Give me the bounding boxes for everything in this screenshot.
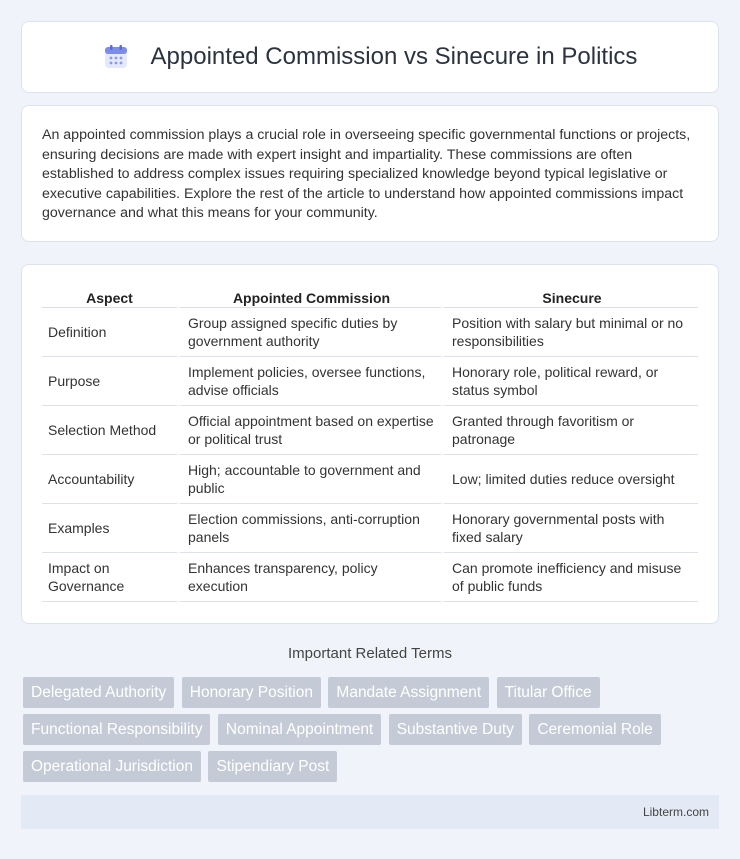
comparison-table <box>42 285 698 602</box>
table-row <box>42 357 698 406</box>
cell-commission: Group assigned specific duties by government authority <box>177 308 441 357</box>
cell-aspect: Selection Method <box>42 406 177 455</box>
cell-aspect: Purpose <box>42 357 177 406</box>
table-header-row <box>42 285 698 308</box>
cell-sinecure: Honorary role, political reward, or status symbol <box>441 357 698 406</box>
table-row <box>42 406 698 455</box>
cell-sinecure: Position with salary but minimal or no responsibilities <box>441 308 698 357</box>
cell-commission: Election commissions, anti-corruption panels <box>177 504 441 553</box>
related-term-tag[interactable]: Ceremonial Role <box>529 714 660 745</box>
related-term-tag[interactable]: Functional Responsibility <box>23 714 210 745</box>
related-term-tag[interactable]: Substantive Duty <box>389 714 522 745</box>
related-term-tag[interactable]: Titular Office <box>497 677 600 708</box>
table-row <box>42 455 698 504</box>
footer <box>21 795 719 829</box>
header-aspect: Aspect <box>42 285 177 308</box>
related-terms-title: Important Related Terms <box>288 645 452 662</box>
related-term-tag[interactable]: Nominal Appointment <box>218 714 381 745</box>
cell-aspect: Accountability <box>42 455 177 504</box>
cell-sinecure: Honorary governmental posts with fixed salary <box>441 504 698 553</box>
header-card <box>21 21 719 93</box>
cell-aspect: Definition <box>42 308 177 357</box>
intro-card <box>21 105 719 242</box>
page-title: Appointed Commission vs Sinecure in Politics <box>150 43 638 70</box>
related-term-tag[interactable]: Delegated Authority <box>23 677 174 708</box>
cell-sinecure: Granted through favoritism or patronage <box>441 406 698 455</box>
cell-commission: High; accountable to government and public <box>177 455 441 504</box>
comparison-card <box>21 264 719 624</box>
cell-sinecure: Low; limited duties reduce oversight <box>441 455 698 504</box>
cell-commission: Enhances transparency, policy execution <box>177 553 441 602</box>
cell-commission: Official appointment based on expertise or political trust <box>177 406 441 455</box>
related-term-tag[interactable]: Mandate Assignment <box>328 677 489 708</box>
related-term-tag[interactable]: Operational Jurisdiction <box>23 751 201 782</box>
header-appointed-commission: Appointed Commission <box>177 285 441 308</box>
cell-sinecure: Can promote inefficiency and misuse of public funds <box>441 553 698 602</box>
footer-brand[interactable]: Libterm.com <box>642 805 709 819</box>
table-row <box>42 308 698 357</box>
header-sinecure: Sinecure <box>441 285 698 308</box>
table-row <box>42 504 698 553</box>
cell-aspect: Impact on Governance <box>42 553 177 602</box>
cell-aspect: Examples <box>42 504 177 553</box>
related-terms-list <box>23 677 723 788</box>
table-row <box>42 553 698 602</box>
intro-text: An appointed commission plays a crucial role in overseeing specific governmental functions or projects, ensuring decisions are made with expert insight and impartiality. These commissions are often established to address complex issues requiring specialized knowledge beyond typical legislative or executive capabilities. Explore the rest of the article to understand how appointed commissions impact governance and what this means for your community. <box>42 127 691 222</box>
related-term-tag[interactable]: Stipendiary Post <box>208 751 337 782</box>
related-term-tag[interactable]: Honorary Position <box>182 677 321 708</box>
cell-commission: Implement policies, oversee functions, advise officials <box>177 357 441 406</box>
calendar-icon <box>103 44 129 70</box>
